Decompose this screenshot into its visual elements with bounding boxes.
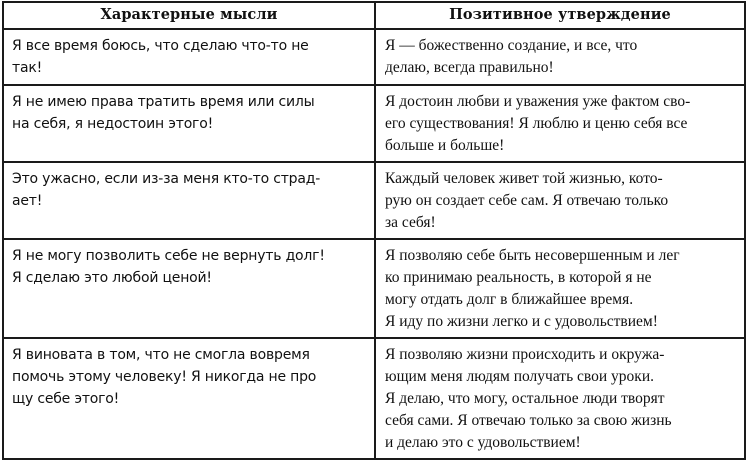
cell-line: Я позволяю жизни происходить и окружа- [385,346,665,363]
table-header-row [3,2,745,29]
table-row [3,338,745,459]
cell-line: ющим меня людям получать свои уроки. [385,368,654,385]
cell-line: Я не имею права тратить время или силы [12,94,315,110]
affirmation-cell [375,162,745,239]
cell-line: Я не могу позволить себе не вернуть долг! [12,248,325,264]
column-header-affirmations: Позитивное утверждение [375,2,745,29]
cell-line: Я все время боюсь, что сделаю что-то не [12,38,309,54]
cell-line: больше и больше! [385,137,505,154]
thoughts-affirmations-table [2,1,746,460]
cell-line: рую он создает себе сам. Я отвечаю только [385,192,669,209]
cell-line: помочь этому человеку! Я никогда не про [12,369,317,385]
affirmation-cell [375,239,745,338]
thought-cell [3,239,375,338]
cell-line: и делаю это с удовольствием! [385,434,581,451]
table-row [3,29,745,85]
table-row [3,239,745,338]
column-header-thoughts: Характерные мысли [3,2,375,29]
cell-line: на себя, я недостоин этого! [12,116,213,132]
cell-line: ко принимаю реальность, в которой я не [385,269,652,286]
cell-line: Я делаю, что могу, остальное люди творят [385,390,665,407]
cell-line: Каждый человек живет той жизнью, кото- [385,170,663,187]
cell-line: Я сделаю это любой ценой! [12,270,212,286]
thought-cell [3,85,375,162]
cell-line: себя сами. Я отвечаю только за свою жизнь [385,412,672,429]
cell-line: его существования! Я люблю и ценю себя все [385,115,688,132]
cell-line: за себя! [385,214,436,231]
cell-line: щу себе этого! [12,391,120,407]
cell-line: Я позволяю себе быть несовершенным и лег [385,247,680,264]
table-row [3,85,745,162]
thought-cell [3,162,375,239]
affirmation-cell [375,85,745,162]
affirmation-cell [375,29,745,85]
cell-line: делаю, всегда правильно! [385,59,554,76]
cell-line: Я иду по жизни легко и с удовольствием! [385,313,658,330]
affirmation-cell [375,338,745,459]
cell-line: Я — божественно создание, и все, что [385,37,638,54]
table-row [3,162,745,239]
cell-line: так! [12,60,43,76]
thought-cell [3,29,375,85]
cell-line: Это ужасно, если из-за меня кто-то страд- [12,171,321,187]
thought-cell [3,338,375,459]
cell-line: Я виновата в том, что не смогла вовремя [12,347,310,363]
cell-line: ает! [12,193,43,209]
cell-line: Я достоин любви и уважения уже фактом сво- [385,93,691,110]
cell-line: могу отдать долг в ближайшее время. [385,291,634,308]
